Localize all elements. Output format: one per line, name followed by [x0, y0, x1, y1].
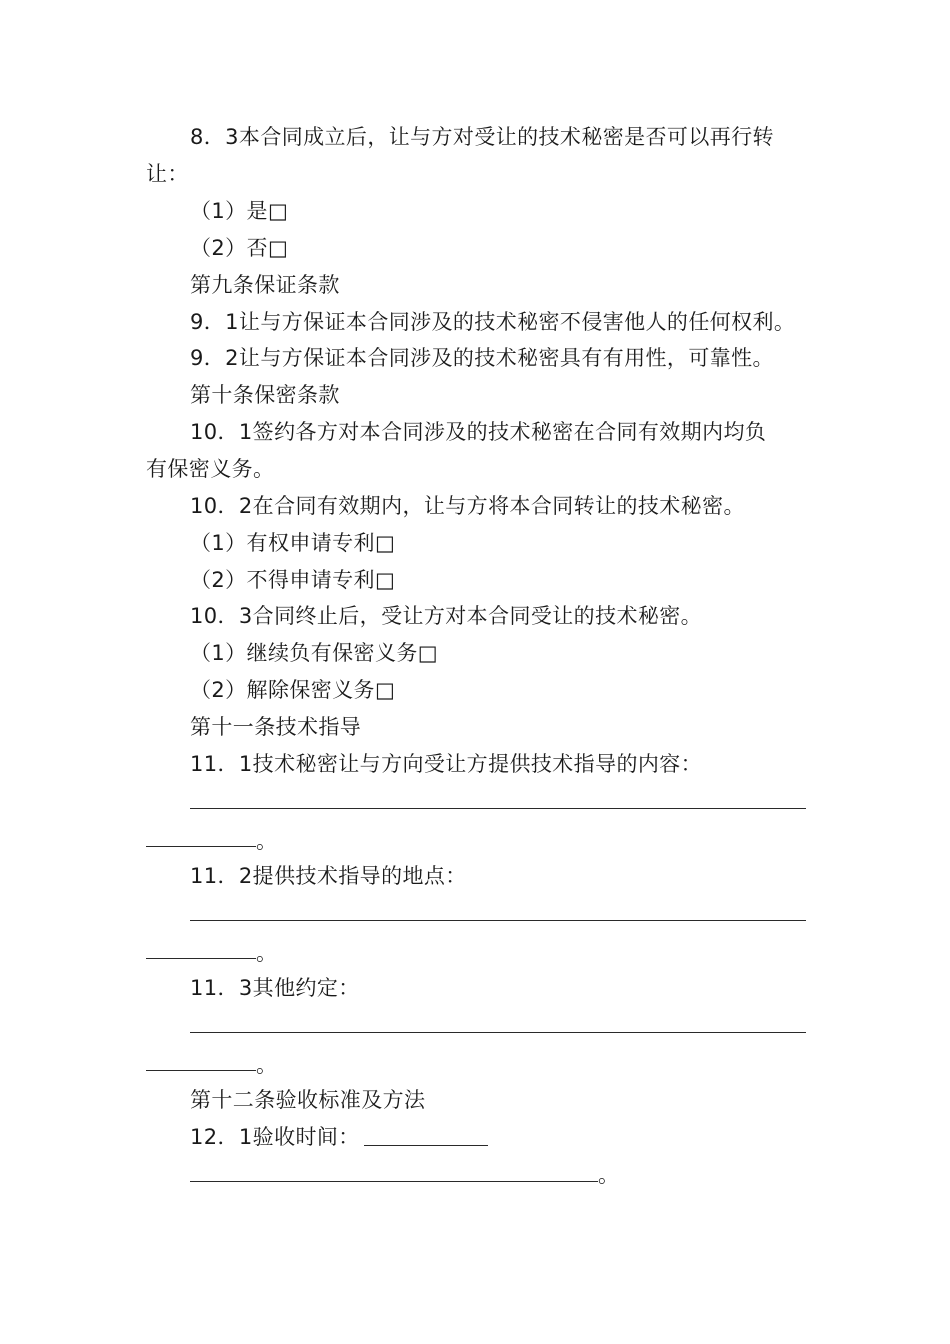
clause-10-1-cont: 有保密义务。 [146, 457, 275, 481]
option-continue-confidentiality: （1）继续负有保密义务□ [190, 641, 439, 665]
option-yes: （1）是□ [190, 199, 289, 223]
period-mark: 。 [256, 829, 277, 853]
fill-blank-line [146, 958, 256, 959]
clause-11-3: 11．3其他约定： [190, 976, 360, 1000]
fill-blank-line [146, 846, 256, 847]
period-mark: 。 [598, 1163, 619, 1187]
clause-8-3-cont: 让： [146, 162, 189, 186]
fill-blank-inline [364, 1125, 488, 1146]
clause-12-1 [190, 1124, 810, 1150]
article-11-heading: 第十一条技术指导 [190, 715, 362, 739]
article-10-heading: 第十条保密条款 [190, 383, 340, 407]
fill-blank-line [190, 920, 806, 921]
clause-11-2: 11．2提供技术指导的地点： [190, 864, 467, 888]
clause-10-1: 10．1签约各方对本合同涉及的技术秘密在合同有效期内均负 [190, 420, 767, 444]
fill-blank-line [190, 1032, 806, 1033]
fill-blank-line [190, 808, 806, 809]
clause-10-3: 10．3合同终止后，受让方对本合同受让的技术秘密。 [190, 604, 703, 628]
article-9-heading: 第九条保证条款 [190, 273, 340, 297]
fill-blank-line [146, 1070, 256, 1071]
period-mark: 。 [256, 1053, 277, 1077]
fill-blank-line [190, 1181, 598, 1182]
option-release-confidentiality: （2）解除保密义务□ [190, 678, 396, 702]
clause-12-1-label: 12．1验收时间： [190, 1125, 360, 1149]
clause-11-1: 11．1技术秘密让与方向受让方提供技术指导的内容： [190, 752, 703, 776]
option-may-apply-patent: （1）有权申请专利□ [190, 531, 396, 555]
option-no: （2）否□ [190, 236, 289, 260]
clause-10-2: 10．2在合同有效期内，让与方将本合同转让的技术秘密。 [190, 494, 745, 518]
period-mark: 。 [256, 941, 277, 965]
clause-8-3: 8．3本合同成立后，让与方对受让的技术秘密是否可以再行转 [190, 125, 774, 149]
clause-9-1: 9．1让与方保证本合同涉及的技术秘密不侵害他人的任何权利。 [190, 310, 796, 334]
option-may-not-apply-patent: （2）不得申请专利□ [190, 568, 396, 592]
clause-9-2: 9．2让与方保证本合同涉及的技术秘密具有有用性，可靠性。 [190, 346, 774, 370]
article-12-heading: 第十二条验收标准及方法 [190, 1088, 426, 1112]
